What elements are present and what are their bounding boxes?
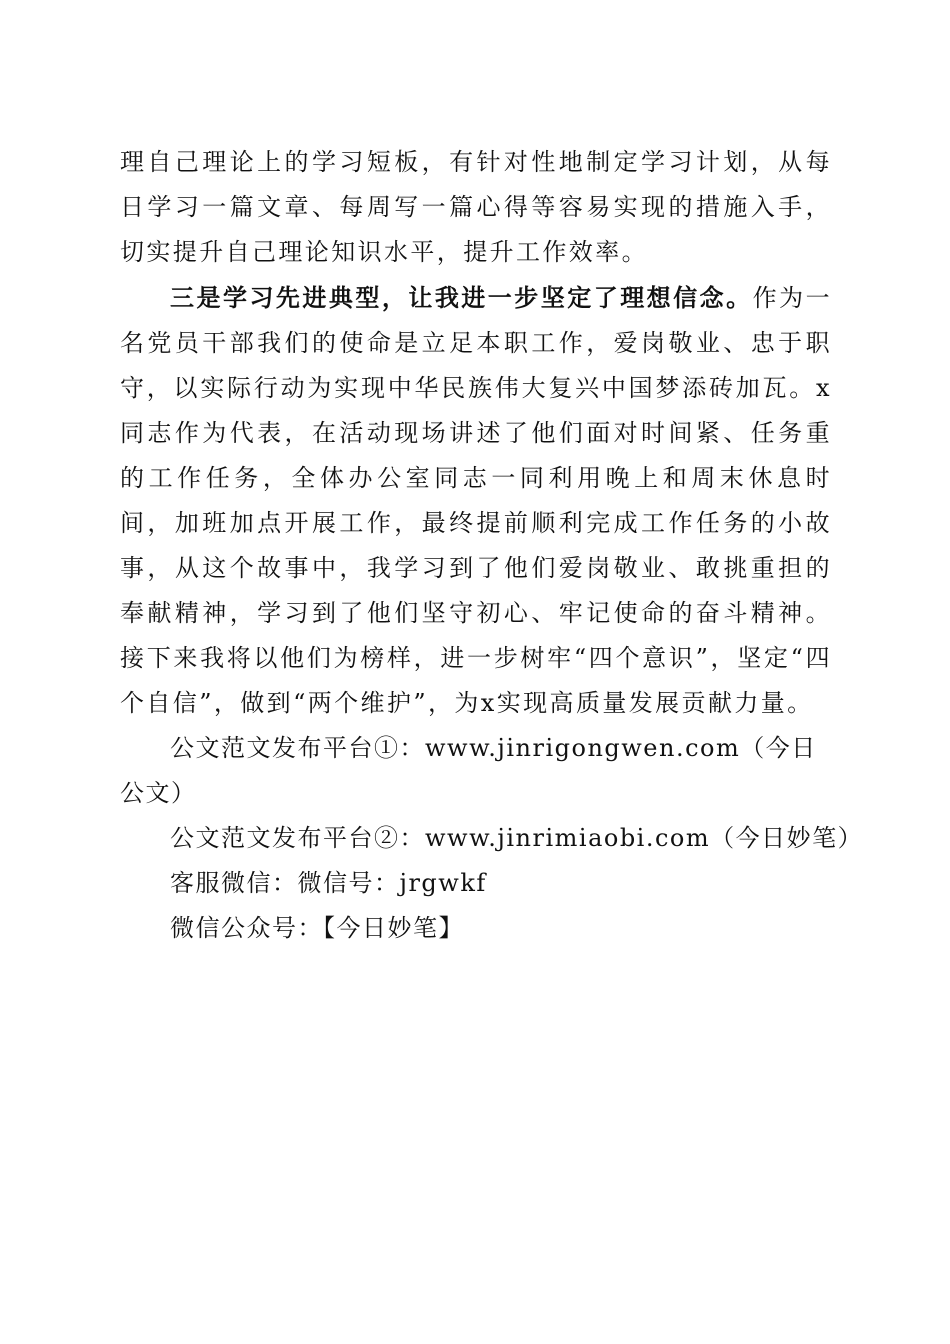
paragraph-2 [120, 275, 832, 726]
document-body [120, 140, 864, 951]
footer-platform-2: 公文范文发布平台②：www.jinrimiaobi.com（今日妙笔） [170, 824, 864, 852]
paragraph-2-heading: 三是学习先进典型，让我进一步坚定了理想信念。 [170, 283, 753, 312]
footer-official-account: 微信公众号：【今日妙笔】 [170, 914, 464, 942]
paragraph-1: 理自己理论上的学习短板，有针对性地制定学习计划，从每日学习一篇文章、每周写一篇心得等容易实现的措施入手，切实提升自己理论知识水平，提升工作效率。 [120, 148, 832, 266]
paragraph-2-body: 作为一名党员干部我们的使命是立足本职工作，爱岗敬业、忠于职守，以实际行动为实现中华民族伟大复兴中国梦添砖加瓦。x同志作为代表，在活动现场讲述了他们面对时间紧、任务重的工作任务，全体办公室同志一同利用晚上和周末休息时间，加班加点开展工作，最终提前顺利完成工作任务的小故事，从这个故事中，我学习到了他们爱岗敬业、敢挑重担的奉献精神，学习到了他们坚守初心、牢记使命的奋斗精神。接下来我将以他们为榜样，进一步树牢“四个意识”，坚定“四个自信”，做到“两个维护”，为x实现高质量发展贡献力量。 [120, 284, 832, 717]
footer-service-wechat: 客服微信：微信号：jrgwkf [170, 869, 487, 897]
footer-platform-1: 公文范文发布平台①：www.jinrigongwen.com（今日公文） [120, 734, 817, 807]
